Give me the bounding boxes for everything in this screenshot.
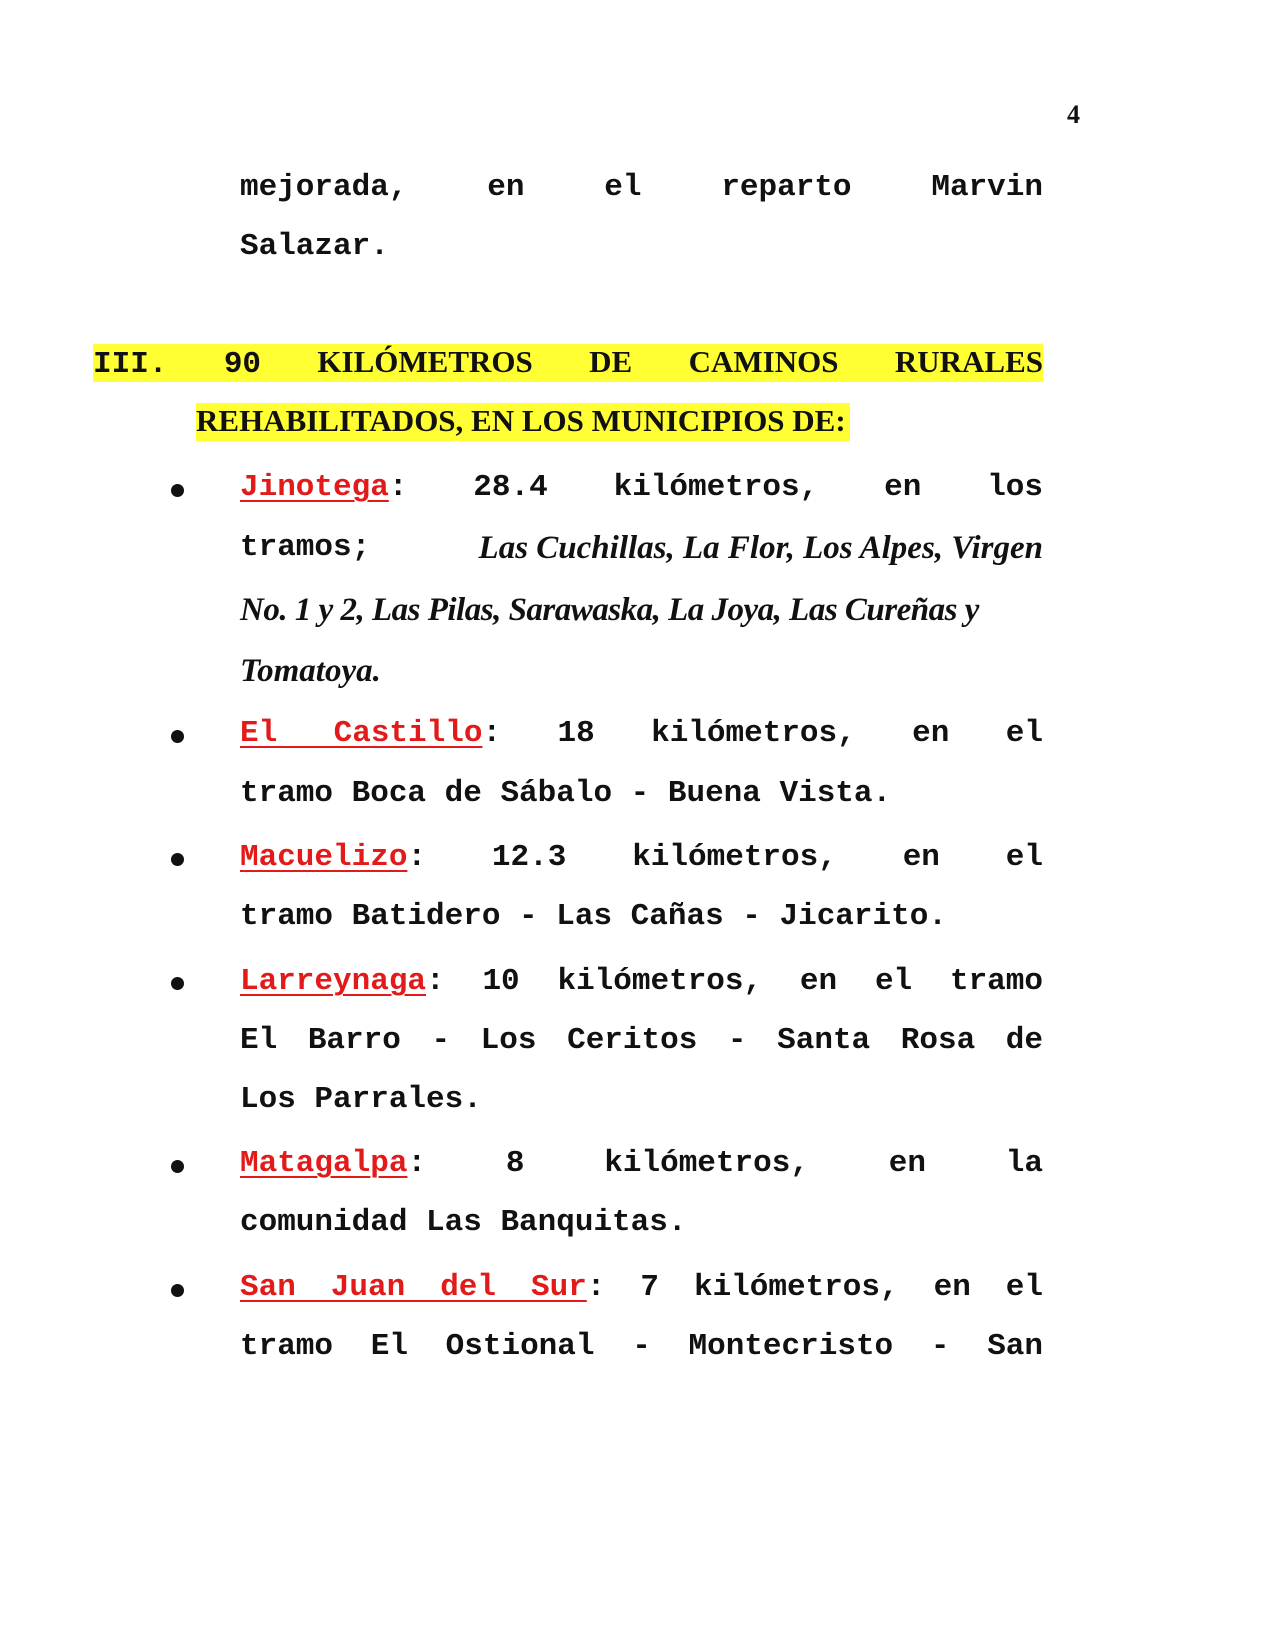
list-item-larreynaga-line-3: Los Parrales. <box>240 1082 482 1117</box>
list-item-jinotega-line-4: Tomatoya. <box>240 653 381 689</box>
municipality-name: Matagalpa <box>240 1146 408 1181</box>
list-item-matagalpa-line-2: comunidad Las Banquitas. <box>240 1205 687 1240</box>
bullet-icon <box>168 480 188 500</box>
list-item-el-castillo: El Castillo: 18 kilómetros, en el <box>240 716 1043 751</box>
bullet-icon <box>168 849 188 869</box>
municipality-name: Macuelizo <box>240 840 408 875</box>
section-heading-line-1: III. 90 KILÓMETROS DE CAMINOS RURALES <box>93 344 1043 382</box>
municipality-name: Larreynaga <box>240 964 427 999</box>
list-item-san-juan-del-sur-line-2: tramo El Ostional - Montecristo - San <box>240 1329 1043 1364</box>
list-item-macuelizo: Macuelizo: 12.3 kilómetros, en el <box>240 840 1043 875</box>
list-item-jinotega-line-2: tramos; Las Cuchillas, La Flor, Los Alpes, Virgen <box>240 530 1043 566</box>
list-item-larreynaga: Larreynaga: 10 kilómetros, en el tramo <box>240 964 1043 999</box>
list-item-matagalpa: Matagalpa: 8 kilómetros, en la <box>240 1146 1043 1181</box>
municipality-name: San Juan del Sur <box>240 1270 587 1305</box>
section-numeral: III. <box>93 347 168 382</box>
intro-line-2: Salazar. <box>240 229 389 264</box>
list-item-macuelizo-line-2: tramo Batidero - Las Cañas - Jicarito. <box>240 899 947 934</box>
list-item-jinotega-line-3: No. 1 y 2, Las Pilas, Sarawaska, La Joya, Las Cureñas y <box>240 592 979 628</box>
list-item-san-juan-del-sur: San Juan del Sur: 7 kilómetros, en el <box>240 1270 1043 1305</box>
page-number: 4 <box>1067 100 1080 129</box>
list-item-jinotega: Jinotega: 28.4 kilómetros, en los <box>240 470 1043 505</box>
intro-line-1: mejorada, en el reparto Marvin <box>240 170 1043 205</box>
section-heading-line-2: REHABILITADOS, EN LOS MUNICIPIOS DE: <box>196 403 850 441</box>
list-item-larreynaga-line-2: El Barro - Los Ceritos - Santa Rosa de <box>240 1023 1043 1058</box>
bullet-icon <box>168 973 188 993</box>
bullet-icon <box>168 1280 188 1300</box>
bullet-icon <box>168 1156 188 1176</box>
municipality-name: Jinotega <box>240 470 389 505</box>
bullet-icon <box>168 726 188 746</box>
list-item-el-castillo-line-2: tramo Boca de Sábalo - Buena Vista. <box>240 776 892 811</box>
municipality-name: El Castillo <box>240 716 483 751</box>
